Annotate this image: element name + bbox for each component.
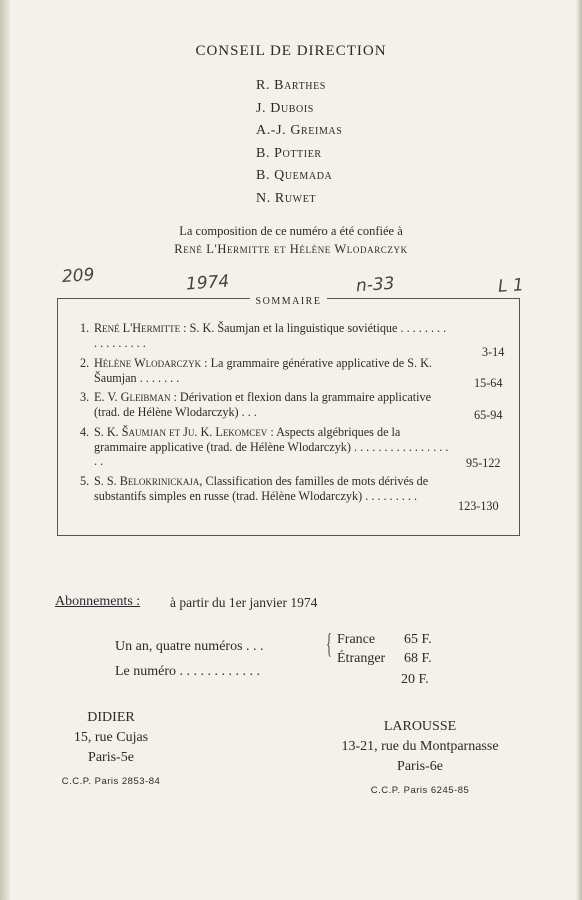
handwritten-note: L 1	[497, 275, 525, 297]
subscriptions-label: Abonnements :	[55, 594, 141, 609]
summary-entry: 3. E. V. Gleibman : Dérivation et flexion dans la grammaire applicative (trad. de Hélène Wlodarczyk) . . .	[80, 390, 432, 419]
entry-author: René L'Hermitte	[94, 321, 181, 335]
price-brace: {	[326, 629, 333, 660]
summary-entry: 4. S. K. Šaumjan et Ju. K. Lekomcev : Aspects algébriques de la grammaire applicative (trad. de Hélène Wlodarczyk) . . . . . . . . . . . . . . . . . .	[80, 425, 449, 468]
entry-author: S. K. Šaumjan et Ju. K. Lekomcev	[94, 425, 268, 439]
issue-price: 20 F.	[401, 672, 429, 687]
board-member: A.-J. Greimas	[256, 123, 343, 139]
entry-pages: 3-14	[482, 345, 505, 359]
publisher-didier	[36, 708, 186, 792]
board-title: CONSEIL DE DIRECTION	[195, 43, 387, 59]
board-member: N. Ruwet	[256, 190, 317, 206]
publisher-street: 13-21, rue du Montparnasse	[341, 739, 499, 754]
issue-label: Le numéro . . . . . . . . . . . .	[115, 664, 261, 679]
entry-author: S. S. Belokrinickaja	[94, 474, 200, 488]
annual-label: Un an, quatre numéros . . .	[115, 639, 264, 654]
page-edge-right	[576, 0, 582, 900]
entry-text: : La grammaire générative applicative de S. K. Šaumjan	[94, 356, 432, 385]
entry-pages: 65-94	[474, 408, 503, 422]
france-label: France	[337, 632, 376, 647]
publisher-ccp: C.C.P. Paris 6245-85	[370, 785, 470, 796]
board-member: B. Quemada	[256, 168, 333, 184]
publisher-larousse	[310, 717, 530, 801]
handwritten-note: 1974	[185, 271, 230, 295]
entry-author: Hélène Wlodarczyk	[94, 356, 202, 370]
handwritten-note: 209	[61, 264, 96, 288]
foreign-label: Étranger	[337, 651, 386, 666]
publisher-name: DIDIER	[87, 710, 135, 725]
composition-note	[0, 222, 582, 258]
board-member: B. Pottier	[256, 145, 322, 161]
foreign-price: 68 F.	[404, 651, 432, 666]
entry-number: 3.	[80, 390, 90, 404]
summary-entry: 1. René L'Hermitte : S. K. Šaumjan et la linguistique soviétique . . . . . . . . . . . . . . . . .	[80, 321, 447, 350]
summary-title: SOMMAIRE	[250, 296, 328, 307]
entry-text: : Dérivation et flexion dans la grammaire applicative (trad. de Hélène Wlodarczyk)	[94, 390, 432, 419]
france-price: 65 F.	[404, 632, 432, 647]
entry-text: : Aspects algébriques de la grammaire applicative (trad. de Hélène Wlodarczyk)	[94, 425, 401, 454]
entry-pages: 123-130	[458, 499, 499, 513]
board-member: J. Dubois	[256, 100, 314, 116]
publisher-city: Paris-6e	[397, 759, 443, 774]
publisher-ccp: C.C.P. Paris 2853-84	[61, 776, 161, 787]
publisher-street: 15, rue Cujas	[73, 730, 149, 745]
summary-entry: 2. Hélène Wlodarczyk : La grammaire générative applicative de S. K. Šaumjan . . . . . . .	[80, 356, 432, 385]
board-member-list	[256, 78, 342, 214]
subscriptions-text: à partir du 1er janvier 1974	[170, 595, 318, 610]
composition-line-2: René L'Hermitte et Hélène Wlodarczyk	[174, 242, 408, 256]
summary-entry: 5. S. S. Belokrinickaja, Classification des familles de mots dérivés de substantifs simples en russe (trad. Hélène Wlodarczyk) . . . . . . . . .	[80, 474, 429, 503]
entry-number: 1.	[80, 321, 90, 335]
entry-pages: 15-64	[474, 376, 503, 390]
entry-number: 2.	[80, 356, 90, 370]
entry-pages: 95-122	[466, 456, 501, 470]
composition-line-1: La composition de ce numéro a été confiée à	[179, 224, 403, 238]
page-edge-left	[0, 0, 10, 900]
board-member: R. Barthes	[256, 78, 326, 93]
handwritten-note: n-33	[355, 273, 396, 297]
entry-author: E. V. Gleibman	[94, 390, 171, 404]
entry-number: 4.	[80, 425, 90, 439]
entry-number: 5.	[80, 474, 90, 488]
summary-box	[57, 298, 520, 536]
entry-text: : S. K. Šaumjan et la linguistique soviétique	[180, 321, 398, 335]
entry-text: , Classification des familles de mots dérivés de substantifs simples en russe (trad. Hélène Wlodarczyk)	[94, 474, 429, 503]
publisher-city: Paris-5e	[88, 750, 134, 765]
publisher-name: LAROUSSE	[383, 719, 457, 734]
